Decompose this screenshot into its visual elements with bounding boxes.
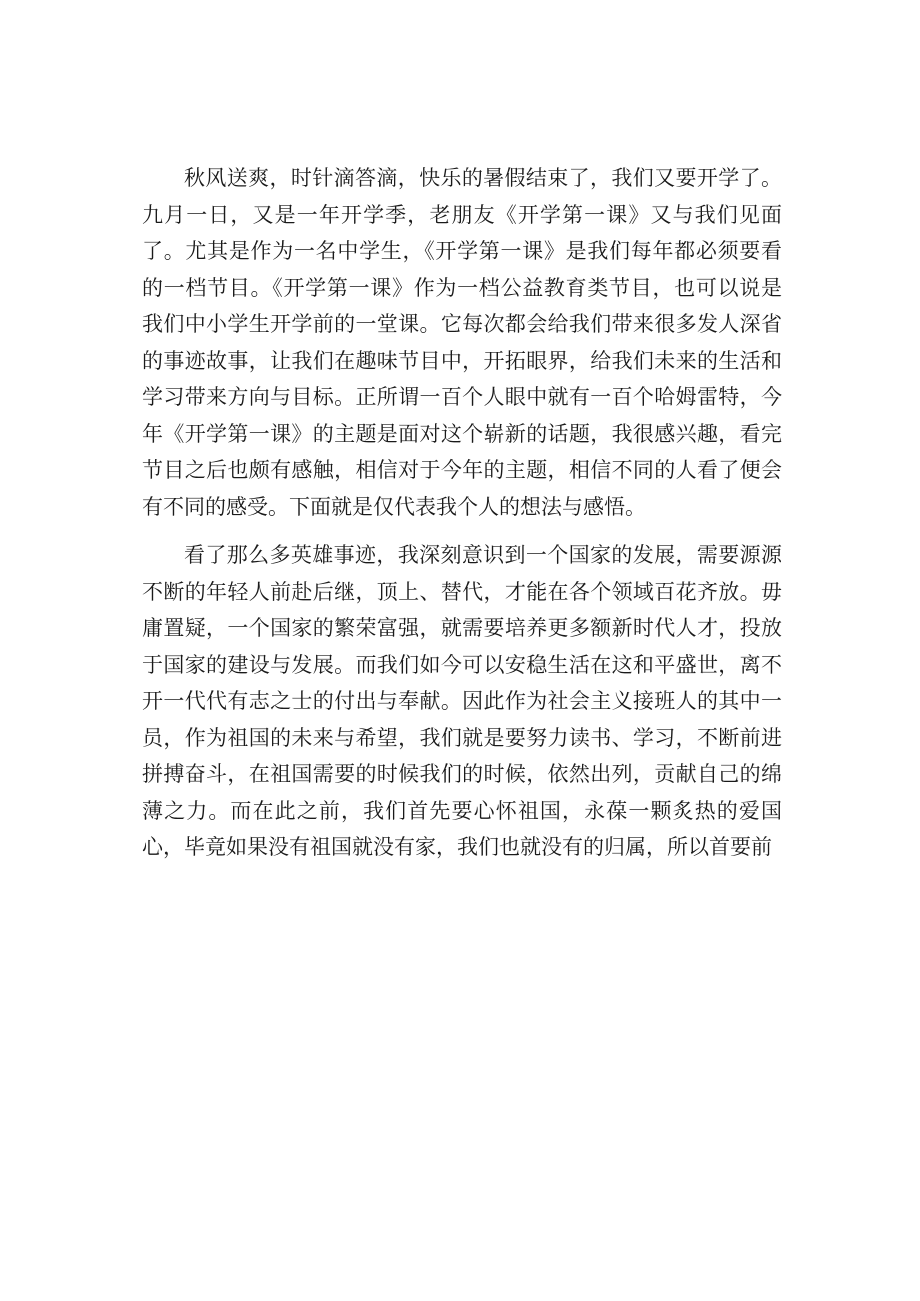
paragraph-1: 秋风送爽，时针滴答滴，快乐的暑假结束了，我们又要开学了。九月一日，又是一年开学季，老朋友《开学第一课》又与我们见面了。尤其是作为一名中学生，《开学第一课》是我们每年都必须要看的一档节目。《开学第一课》作为一档公益教育类节目，也可以说是我们中小学生开学前的一堂课。它每次都会给我们带来很多发人深省的事迹故事，让我们在趣味节目中，开拓眼界，给我们未来的生活和学习带来方向与目标。正所谓一百个人眼中就有一百个哈姆雷特，今年《开学第一课》的主题是面对这个崭新的话题，我很感兴趣，看完节目之后也颇有感触，相信对于今年的主题，相信不同的人看了便会有不同的感受。下面就是仅代表我个人的想法与感悟。 (142, 166, 782, 519)
document-body (142, 160, 782, 878)
paragraph-2: 看了那么多英雄事迹，我深刻意识到一个国家的发展，需要源源不断的年轻人前赴后继，顶上、替代，才能在各个领域百花齐放。毋庸置疑，一个国家的繁荣富强，就需要培养更多额新时代人才，投放于国家的建设与发展。而我们如今可以安稳生活在这和平盛世，离不开一代代有志之士的付出与奉献。因此作为社会主义接班人的其中一员，作为祖国的未来与希望，我们就是要努力读书、学习，不断前进拼搏奋斗，在祖国需要的时候我们的时候，依然出列，贡献自己的绵薄之力。而在此之前，我们首先要心怀祖国，永葆一颗炙热的爱国心，毕竟如果没有祖国就没有家，我们也就没有的归属，所以首要前 (142, 543, 782, 859)
